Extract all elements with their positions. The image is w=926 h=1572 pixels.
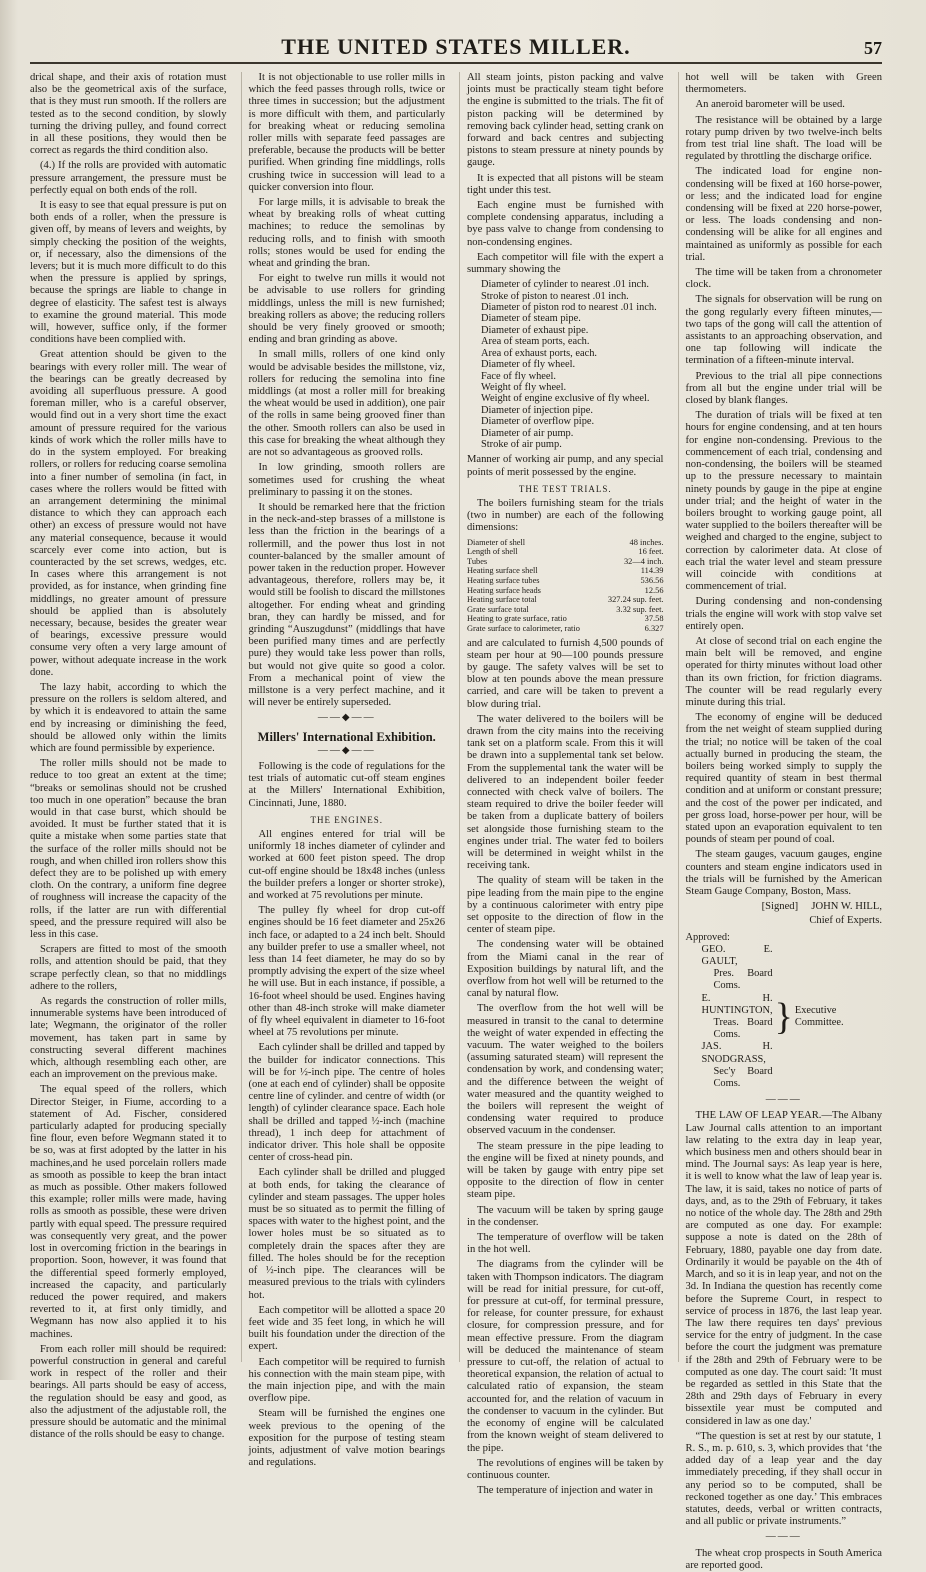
column-3 <box>459 72 664 1497</box>
spec-list <box>481 279 664 450</box>
paragraph: drical shape, and their axis of rotation must also be the geometrical axis of the surface, that is they must run smooth. If the rollers are tested as to the second condition, by slowly turning the driving pulley, and found correct in all these positions, they would then be correct as regards the third condition also. <box>30 72 227 157</box>
paragraph: The overflow from the hot well will be measured in transit to the canal to determine the weight of water expended in effecting the vacuum. The water weighed to the boilers (assuming saturated steam) will represent the condensation by work, and condensing water; and the difference between the weight of water measured and the quantity weighed to the boilers will represent the weight of condensing water required to produce observed vacuum in the condenser. <box>467 1003 664 1137</box>
paragraph: The diagrams from the cylinder will be taken with Thompson indicators. The diagram will be read for initial pressure, for cut-off, for pressure at cut-off, for terminal pressure, for release, for counter pressure, for exhaust closure, for compression pressure, and for mean effective pressure. From the diagram will be deduced the maintenance of steam pressure to cut-off, the relation of actual to theoretical expansion, the relation of actual to calculated ratio of expansion, the steam accounted for, and the relation of vacuum in the condenser to vacuum in the cylinder. But the economy of engine will be calculated from the known weight of steam delivered to the pipe. <box>467 1259 664 1454</box>
spec-item: Diameter of fly wheel. <box>481 359 576 371</box>
paragraph: The temperature of injection and water in <box>477 1485 653 1497</box>
paragraph: In low grinding, smooth rollers are sometimes used for crushing the wheat preliminary to passing it on the stones. <box>248 462 445 498</box>
paragraph: The economy of engine will be deduced from the net weight of steam supplied during the trial; no notice will be taken of the coal actually burned in producing the steam, the boilers being worked simply to supply the required quantity of steam in best thermal condition and at uniform or constant pressure; and the cost of the power per indicated, and per gross load, horse-power per hour, will be stated upon an evaporation equivalent to ten pounds of steam per pound of coal. <box>685 712 882 846</box>
table-cell-value: 16 feet. <box>638 547 664 557</box>
subheading-test-trials: THE TEST TRIALS. <box>518 483 612 494</box>
section-heading: Millers' International Exhibition. <box>257 729 436 744</box>
spec-item: Diameter of steam pipe. <box>481 313 581 325</box>
paragraph: The revolutions of engines will be taken by continuous counter. <box>467 1457 664 1481</box>
paragraph: Great attention should be given to the bearings with every roller mill. The wear of the bearings can be greatly decreased by avoiding all superfluous pressure. A good foreman miller, who is a careful observer, would find out in a very short time the exact amount of pressure required for the various kinds of work which the roller mills have to do in the system employed. For breaking rollers, or rollers for reducing coarse semolina into a finer number of semolina (in fact, in cases where the rollers would be fitted with an arrangement determining the minimal distance to which they can approach each other) an excess of pressure would not have any material consequence, because it would scarcely ever come into action, but is counteracted by the set screws, wedges, etc. In cases where this arrangement is not provided, as for instance, when grinding fine middlings, no greater amount of pressure should be applied than is absolutely necessary, because, besides the greater wear of bearings, excessive pressure would consume very often a very large amount of power, without adequate increase in the work done. <box>30 349 227 678</box>
table-cell-value: 6.327 <box>644 623 664 633</box>
paragraph: Each competitor will be required to furnish his connection with the main steam pipe, with the main injection pipe, and with the main overflow pipe. <box>248 1356 445 1405</box>
newspaper-title: THE UNITED STATES MILLER. <box>281 34 631 59</box>
paragraph: “The question is set at rest by our statute, 1 R. S., m. p. 610, s. 3, which provides that ‘the added day of a leap year and the day immediately preceding, if they shall occur in any period so to be computed, shall be reckoned together as one day.’ This embraces statutes, deeds, verbal or written contracts, and all public or private instruments.” <box>685 1430 882 1528</box>
paragraph: Each competitor will file with the expert a summary showing the <box>467 251 664 276</box>
paragraph: The condensing water will be obtained from the Miami canal in the rear of Exposition buildings by natural lift, and the overflow from hot well will be returned to the canal by natural flow. <box>467 939 664 1000</box>
article-columns <box>30 72 882 1571</box>
spec-item: Diameter of air pump. <box>481 427 574 439</box>
table-cell-label: Heating to grate surface, ratio <box>467 614 567 624</box>
table-row <box>467 538 664 548</box>
paragraph: It should be remarked here that the friction in the neck-and-step brasses of a millstone is less than the friction in the bearings of a rollermill, and the power thus lost in not counter-balanced by the smaller amount of power taken in the reduction proper. However advantageous, therefore, rollers may be, it would still be foolish to discard the millstones altogether. For ending wheat and grinding bran, they can hardly be missed, and for grinding “Auszugdunst” (middlings that have been purified many times and are perfectly pure) they would take less power than rolls, but would not give quite so good a color. From a mechanical point of view the millstone is a very perfect machine, and it will never be entirely superseded. <box>248 501 445 709</box>
spec-item: Stroke of air pump. <box>481 438 562 450</box>
table-cell-label: Heating surface total <box>467 595 537 605</box>
paragraph: The resistance will be obtained by a large rotary pump driven by two twelve-inch belts from test trial line shaft. The load will be regulated by throttling the discharge orifice. <box>685 114 882 163</box>
approver-list <box>686 944 773 1090</box>
paragraph: The signals for observation will be rung on the gong regularly every fifteen minutes,—two taps of the gong will call the attention of assistants to an approaching observation, and one tap following will indicate the termination of a fifteen-minute interval. <box>685 294 882 367</box>
signer-title: Chief of Experts. <box>809 915 882 927</box>
approver-name: JAS. H. SNODGRASS, <box>701 1041 773 1065</box>
section-divider-ornament: ——◆—— <box>317 744 376 756</box>
paragraph: All engines entered for trial will be uniformly 18 inches diameter of cylinder and worked at 600 feet piston speed. The drop cut-off engine should be 18x48 inches (unless the builder prefers a longer or shorter stroke), and worked at 75 revolutions per minute. <box>248 828 445 901</box>
table-row <box>467 557 664 567</box>
paragraph: Each cylinder shall be drilled and plugged at both ends, for taking the clearance of cylinder and steam passages. The upper holes must be so situated as to permit the filling of spaces with water to the highest point, and the lower holes must be so situated as to completely drain the spaces after they are filled. The holes should be for the reception of ½-inch pipe. The clearances will be measured previous to the trials with cylinders hot. <box>248 1167 445 1301</box>
spec-item: Diameter of exhaust pipe. <box>481 324 589 336</box>
table-row <box>467 566 664 576</box>
table-cell-label: Diameter of shell <box>467 537 526 547</box>
table-row <box>467 547 664 557</box>
section-divider-ornament: ——◆—— <box>317 712 376 724</box>
table-cell-value: 12.56 <box>644 585 664 595</box>
approver-title: Treas. Board Coms. <box>713 1017 773 1041</box>
approver-title: Sec'y Board Coms. <box>713 1065 773 1090</box>
section-divider-ornament: ——— <box>765 1094 802 1106</box>
paragraph: The roller mills should not be made to reduce to too great an extent at the time; “breaks or semolinas should not be crushed too much in one operation” because the bran would in that case burst, which should be avoided. It must be further stated that it is quite a mistake when some parties state that the surface of the roller mills should not be rough, and when chilled iron rollers show this defect they are to be polished up with emery cloth. On the contrary, a uniform fine degree of roughness will increase the capacity of the rolls, if the latter are run with differential speed, and the pressure required will also be less in this case. <box>30 758 227 941</box>
paragraph: The wheat crop prospects in South America are reported good. <box>685 1547 882 1571</box>
spec-item: Weight of engine exclusive of fly wheel. <box>481 393 650 405</box>
subheading-engines: THE ENGINES. <box>310 814 383 825</box>
page-number: 57 <box>864 38 882 58</box>
paragraph: Previous to the trial all pipe connections from all but the engine under trial will be closed by blank flanges. <box>685 370 882 407</box>
boiler-dimensions-table <box>467 538 664 634</box>
paragraph: From each roller mill should be required: powerful construction in general and careful work in respect of the roller and their bearings. All parts should be easy of access, the regulation should be easy and good, as also the adjustment of the adjustable roll, the pressure should be automatic and the minimal distance of the rolls should be easy to change. <box>30 1343 227 1441</box>
paragraph: An aneroid barometer will be used. <box>695 99 845 111</box>
approver-name: E. H. HUNTINGTON, <box>701 992 773 1016</box>
spec-item: Stroke of piston to nearest .01 inch. <box>481 290 629 302</box>
table-row <box>467 576 664 586</box>
paragraph: For large mills, it is advisable to break the wheat by breaking rolls of wheat cutting machines; to reduce the semolinas by reducing rolls, and to finish with smooth rolls; stones would be used for ending the wheat and grinding the bran. <box>248 197 445 270</box>
table-row <box>467 586 664 596</box>
table-cell-label: Heating surface shell <box>467 566 538 576</box>
paragraph: Each cylinder shall be drilled and tapped by the builder for indicator connections. This will be for ½-inch pipe. The centre of holes (one at each end of cylinder) shall be opposite centre line of cylinder. and centre of width (or length) of cylinder clearance space. Each hole shall be drilled and tapped ½-inch (machine thread), 1 inch deep for attachment of indicator driver. This hole shall be opposite center of cross-head pin. <box>248 1042 445 1164</box>
spec-item: Weight of fly wheel. <box>481 381 567 393</box>
spec-item: Diameter of injection pipe. <box>481 404 593 416</box>
table-cell-value: 32—4 inch. <box>623 556 664 566</box>
paragraph: and are calculated to furnish 4,500 pounds of steam per hour at 90—100 pounds pressure by gauge. The safety valves will be set to blow at ten pounds above the mean pressure carried, and care will be taken to prevent a blow during trial. <box>467 637 664 710</box>
table-cell-value: 37.58 <box>644 614 664 624</box>
paragraph: The duration of trials will be fixed at ten hours for engine condensing, and at ten hours for engine non-condensing. Previous to the commencement of each trial, condensing and non-condensing, the boilers will be steamed up to the pressure necessary to maintain ninety pounds by gauge in the pipe at engine under trial; and the height of water in the boilers brought to working gauge point, all water supplied to the boilers thereafter will be weighed and charged to the engine, subject to correction by calorimeter data. At close of each trial the water level and steam pressure will coincide with conditions at commencement of trial. <box>685 410 882 593</box>
approval-block <box>686 932 883 1091</box>
table-row <box>467 595 664 605</box>
approved-label: Approved: <box>685 931 730 943</box>
paragraph: During condensing and non-condensing trials the engine will work with stop valve set entirely open. <box>685 596 882 632</box>
signed-label: [Signed] <box>761 901 799 913</box>
table-cell-value: 327.24 sup. feet. <box>607 595 664 605</box>
table-cell-label: Length of shell <box>467 547 518 557</box>
table-cell-label: Heating surface tubes <box>467 575 540 585</box>
table-row <box>467 624 664 634</box>
brace-glyph: } <box>774 996 793 1039</box>
paragraph: Steam will be furnished the engines one week previous to the opening of the exposition for the purpose of testing steam joints, adjustment of valve motion bearings and regulations. <box>248 1408 445 1469</box>
paragraph: All steam joints, piston packing and valve joints must be practically steam tight before the engine is submitted to the trials. The fit of piston packing will be determined by removing back cylinder head, setting crank on forward and back centres and subjecting pistons to steam pressure at ninety pounds by gauge. <box>467 72 664 169</box>
signature-block <box>686 901 883 913</box>
table-cell-label: Grate surface to calorimeter, ratio <box>467 623 580 633</box>
table-row <box>467 614 664 624</box>
paragraph: The water delivered to the boilers will be drawn from the city mains into the receiving tank set on a platform scale. From this it will be drawn into a supplemental tank set below. From the supplemental tank the water will be delivered to an independent boiler feeder connected with check valve of boilers. The steam required to drive the boiler feeder will be taken from a duplicate battery of boilers set alongside those furnishing steam to the engines under trial. The water fed to boilers will be determined in weight whilst in the receiving tank. <box>467 713 664 872</box>
paragraph: The steam gauges, vacuum gauges, engine counters and steam engine indicators used in the trials will be furnished by the American Steam Gauge Company, Boston, Mass. <box>685 849 882 897</box>
table-cell-value: 48 inches. <box>629 537 664 547</box>
spec-item: Area of exhaust ports, each. <box>481 347 597 359</box>
committee-label: Executive Committee. <box>794 1004 844 1029</box>
paragraph: The equal speed of the rollers, which Director Steiger, in Fiume, according to a statement of Ad. Fischer, considered particularly adapted for producing specially fine flour, even before Wegmann stated it to be so, was at first adopted by the latter in his machines,and he used porcelain rollers made as smooth as possible to keep the bran intact as much as possible. Other makers followed this example; roller mills were made, having rolls as smooth as possible, these were driven partly with equal speed. The pressure required was consequently very great, and the power lost in overcoming friction in the bearings in proportion. Soon, however, it was found that the differential speed formerly employed, increased the capacity, and particularly reduced the power required, and makers reverted to it, at first only timidly, and Wegmann has now also applied it to his machines. <box>30 1084 227 1340</box>
table-cell-value: 114.39 <box>640 566 664 576</box>
paragraph: For eight to twelve run mills it would not be advisable to use rollers for grinding middlings, unless the mill is new furnished; breaking rollers as above; the reducing rollers should be very finely grooved or smooth; ending and bran grinding as above. <box>248 273 445 346</box>
table-cell-value: 536.56 <box>640 575 664 585</box>
paragraph: The time will be taken from a chronometer clock. <box>685 267 882 291</box>
paragraph: hot well will be taken with Green thermometers. <box>685 72 882 96</box>
table-cell-label: Tubes <box>467 556 488 566</box>
spec-item: Face of fly wheel. <box>481 370 557 382</box>
spec-item: Area of steam ports, each. <box>481 336 590 348</box>
paragraph: Each competitor will be allotted a space 20 feet wide and 35 feet long, in which he will built his foundation under the direction of the expert. <box>248 1304 445 1353</box>
column-1 <box>30 72 227 1441</box>
paragraph: It is expected that all pistons will be steam tight under this test. <box>467 172 664 196</box>
paragraph: Following is the code of regulations for the test trials of automatic cut-off steam engines at the Millers' International Exhibition, Cincinnati, June, 1880. <box>248 760 445 809</box>
approver-title: Pres. Board Coms. <box>713 968 773 992</box>
spec-item: Diameter of cylinder to nearest .01 inch. <box>481 279 649 291</box>
paragraph: The lazy habit, according to which the pressure on the rollers is seldom altered, and by which it is endeavored to attain the same end by increasing or diminishing the feed, should be allowed only within the limits which are found permissible by experience. <box>30 681 227 754</box>
spec-item: Diameter of overflow pipe. <box>481 416 595 428</box>
signer-name: JOHN W. HILL, <box>811 901 882 913</box>
paragraph: It is easy to see that equal pressure is put on both ends of a roller, when the pressure is given off, by means of levers and weights, by simply checking the position of the weights, or, if necessary, also the dimensions of the levers; but it is much more difficult to do this when the pressure is applied by springs, because the springs are liable to change in degree of elasticity. The safest test is always to examine the ground material. This mode will, however, suffice only, if the former conditions have been complied with. <box>30 200 227 346</box>
paragraph: Manner of working air pump, and any special points of merit possessed by the engine. <box>467 454 664 478</box>
paragraph: The indicated load for engine non-condensing will be fixed at 160 horse-power, or less; and the indicated load for engine condensing will be fixed at 220 horse-power, or less. The loads condensing and non-condensing will be alike for all engines and maintained as uniformly as possible for each trial. <box>685 166 882 263</box>
table-cell-label: Grate surface total <box>467 604 529 614</box>
column-4 <box>678 72 883 1571</box>
table-row <box>467 605 664 615</box>
spec-item: Diameter of piston rod to nearest .01 inch. <box>481 302 657 314</box>
paragraph: The boilers furnishing steam for the trials (two in number) are each of the following dimensions: <box>467 497 664 534</box>
column-2 <box>241 72 446 1469</box>
paragraph: In small mills, rollers of one kind only would be advisable besides the millstone, viz, rollers for reducing the semolina into fine middlings (at most a roller mill for breaking the wheat would be used in addition), one pair of the rolls in same being grooved finer than the other. Smooth rollers can also be used in this case for breaking the wheat although they are not so advantageous as grooved rolls. <box>248 349 445 459</box>
paragraph: At close of second trial on each engine the main belt will be removed, and engine operated for thirty minutes without load other than its own friction, for friction diagrams. The counter will be read regularly every minute during this trial. <box>685 635 882 708</box>
approver-name: GEO. E. GAULT, <box>701 943 773 968</box>
committee-group <box>686 944 883 1090</box>
table-cell-value: 3.32 sup. feet. <box>616 604 664 614</box>
paragraph: It is not objectionable to use roller mills in which the feed passes through rolls, twice or three times in succession; but the adjustment is more difficult with them, and particularly for breaking wheat or reducing semolina roller mills with separate feed passages are preferable, because the products will be better purified. When grinding fine middlings, rolls crushing twice in succession will lead to a quicker conversion into flour. <box>248 72 445 193</box>
paragraph: The pulley fly wheel for drop cut-off engines should be 16 feet diameter and 25x26 inch face, or adapted to a 24 inch belt. Should any builder prefer to use a smaller wheel, not less than 14 feet diameter, he may do so by promptly advising the expert of the size wheel he will use. But in each instance, if possible, a 16-foot wheel should be used. Engines having other than 48-inch stroke will make diameter of fly wheel equivalent in diameter to 16-foot wheel at 75 revolutions per minute. <box>248 905 445 1039</box>
paragraph: Scrapers are fitted to most of the smooth rolls, and attention should be paid, that they scrape perfectly clean, so that no middlings adhere to the rollers, <box>30 944 227 992</box>
masthead <box>30 28 882 64</box>
table-cell-label: Heating surface heads <box>467 585 541 595</box>
paragraph: The vacuum will be taken by spring gauge in the condenser. <box>467 1204 664 1228</box>
paragraph: The temperature of overflow will be taken in the hot well. <box>467 1232 664 1256</box>
paragraph: The quality of steam will be taken in the pipe leading from the main pipe to the engine by a continuous calorimeter with entry pipe set opposite to the direction of flow in the center of steam pipe. <box>467 875 664 936</box>
section-divider-ornament: ——— <box>765 1531 802 1543</box>
paragraph: Each engine must be furnished with complete condensing apparatus, including a bye pass valve to change from condensing to non-condensing engines. <box>467 200 664 248</box>
paragraph: The steam pressure in the pipe leading to the engine will be fixed at ninety pounds, and will be taken by gauge with entry pipe set opposite to the direction of flow in center steam pipe. <box>467 1140 664 1201</box>
paragraph: (4.) If the rolls are provided with automatic pressure arrangement, the pressure must be perfectly equal on both ends of the roll. <box>30 160 227 196</box>
paragraph: THE LAW OF LEAP YEAR.—The Albany Law Journal calls attention to an important law relating to the extra day in leap year, which business men and others should bear in mind. The Journal says: As leap year is here, it is well to know what the law of leap year is. The law, it is said, takes no notice of parts of days, and, as to the 29th of February, it takes no notice of the whole day. The 28th and 29th are computed as one day. For example: suppose a note is dated on the 28th of February, 1880, payable one day from date. Ordinarily it would be payable on the 4th of March, and so it is in leap year, and not on the 3d. In Indiana the question has recently come before the Supreme Court, in respect to service of process in 1876, the last leap year. The law there requires ten days' previous service for the entry of judgment. In the case before the court the judgment was premature if the 28th and 29th of February were to be computed as one day. The court said: 'It must be regarded as settled in this State that the 28th and 29th days of February in every bissextile year must be computed and considered in law as one day.' <box>685 1110 882 1427</box>
paragraph: As regards the construction of roller mills, innumerable systems have been introduced of late; Wegmann, the originator of the roller movement, has taken part in same by constructing several different machines which, although resembling each other, are each an improvement on the previous make. <box>30 996 227 1081</box>
